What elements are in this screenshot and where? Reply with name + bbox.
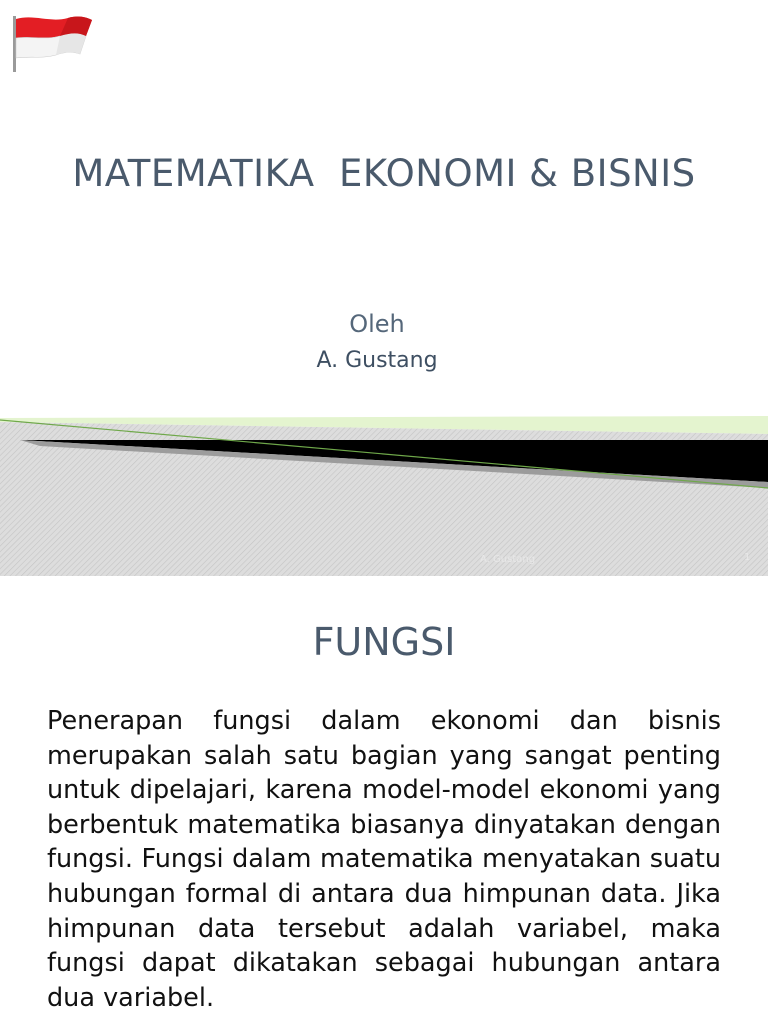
- slide-title: MATEMATIKA EKONOMI & BISNIS: [72, 152, 696, 195]
- slide-title: FUNGSI: [312, 620, 456, 664]
- author-name: A. Gustang: [316, 348, 438, 373]
- footer-text: A. Gustang: [480, 554, 536, 565]
- decorative-band: [0, 410, 768, 576]
- byline-label: Oleh: [349, 310, 405, 338]
- slide-number: 1: [744, 552, 751, 563]
- indonesia-flag-icon: [10, 14, 100, 74]
- slide-2: [0, 576, 768, 1024]
- slide-body-text: Penerapan fungsi dalam ekonomi dan bisnis merupakan salah satu bagian yang sangat penting untuk dipelajari, karena model-model ekonomi yang berbentuk matematika biasanya dinyatakan dengan fungsi. Fungsi dalam matematika menyatakan suatu hubungan formal di antara dua himpunan data. Jika himpunan data tersebut adalah variabel, maka fungsi dapat dikatakan sebagai hubungan antara dua variabel.: [47, 706, 721, 1013]
